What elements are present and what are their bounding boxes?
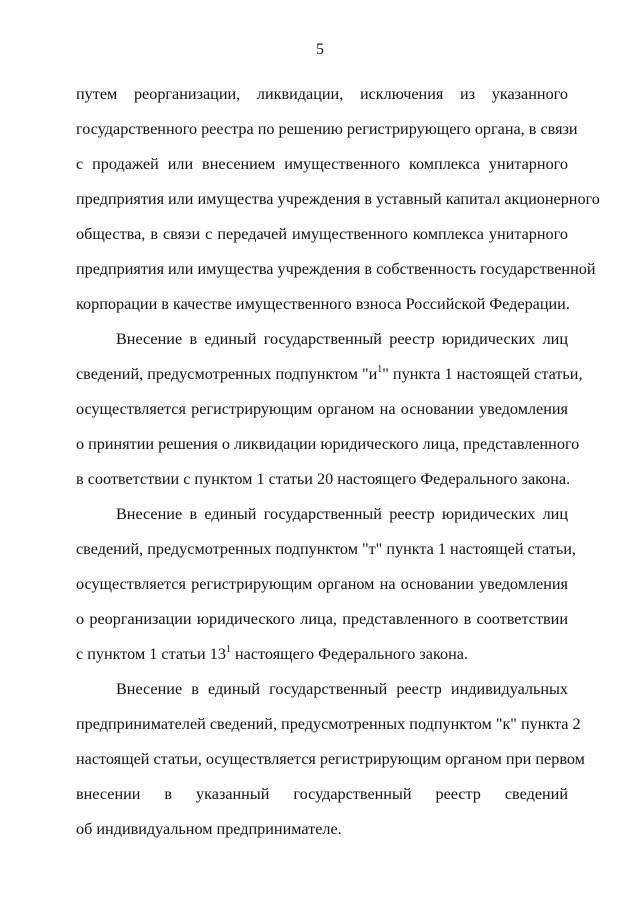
text-line: Внесение в единый государственный реестр индивидуальных bbox=[116, 680, 568, 698]
text-segment: настоящего Федерального закона. bbox=[230, 645, 468, 663]
text-line: предприятия или имущества учреждения в уставный капитал акционерного bbox=[76, 190, 600, 208]
text-line: с продажей или внесением имущественного комплекса унитарного bbox=[76, 155, 568, 173]
text-line: о принятии решения о ликвидации юридического лица, представленного bbox=[76, 435, 580, 453]
superscript: 1 bbox=[225, 643, 231, 655]
text-segment: с пунктом 1 статьи 13 bbox=[76, 645, 226, 663]
text-line: Внесение в единый государственный реестр юридических лиц bbox=[116, 505, 568, 523]
text-line: предприятия или имущества учреждения в собственность государственной bbox=[76, 260, 596, 278]
text-line: о реорганизации юридического лица, представленного в соответствии bbox=[76, 610, 568, 628]
text-line: путем реорганизации, ликвидации, исключения из указанного bbox=[76, 85, 568, 103]
text-line: в соответствии с пунктом 1 статьи 20 настоящего Федерального закона. bbox=[76, 470, 571, 488]
text-line: Внесение в единый государственный реестр юридических лиц bbox=[116, 330, 568, 348]
text-line: внесении в указанный государственный реестр сведений bbox=[76, 785, 568, 803]
text-line: сведений, предусмотренных подпунктом "т" пункта 1 настоящей статьи, bbox=[76, 540, 576, 558]
text-line: государственного реестра по решению регистрирующего органа, в связи bbox=[76, 120, 578, 138]
text-line: об индивидуальном предпринимателе. bbox=[76, 820, 342, 838]
text-segment: " пункта 1 настоящей статьи, bbox=[382, 365, 583, 383]
text-line: корпорации в качестве имущественного взноса Российской Федерации. bbox=[76, 295, 570, 313]
text-line: настоящей статьи, осуществляется регистрирующим органом при первом bbox=[76, 750, 585, 768]
superscript: 1 bbox=[377, 363, 383, 375]
text-line bbox=[76, 363, 583, 383]
text-line: осуществляется регистрирующим органом на основании уведомления bbox=[76, 400, 568, 418]
text-line: осуществляется регистрирующим органом на основании уведомления bbox=[76, 575, 568, 593]
text-line: общества, в связи с передачей имущественного комплекса унитарного bbox=[76, 225, 568, 243]
text-line: предпринимателей сведений, предусмотренных подпунктом "к" пункта 2 bbox=[76, 715, 581, 733]
page-number: 5 bbox=[316, 41, 324, 58]
text-line bbox=[76, 645, 568, 663]
text-segment: сведений, предусмотренных подпунктом "и bbox=[76, 365, 378, 383]
